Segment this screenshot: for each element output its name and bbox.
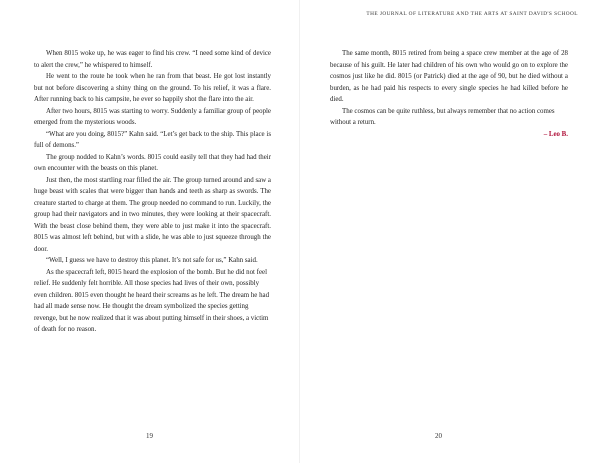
paragraph: The same month, 8015 retired from being a space crew member at the age of 28 because of his guilt. He later had children of his own who would go on to explore the cosmos just like he did. 8015 (or Patrick) died at the age of 90, but he died without a burden, as he had paid his respects to every single species he had killed before he died. xyxy=(330,50,568,103)
paragraph: Just then, the most startling roar filled the air. The group turned around and saw a huge beast with scales that were bigger than hands and teeth as sharp as swords. The creature started to charge at them. The group needed no command to run. Luckily, the group had their navigators and in two minutes, they were looking at their spacecraft. With the beast close behind them, they were able to just make it into the spacecraft. 8015 was almost left behind, but with a slide, he was able to just squeeze through the door. xyxy=(34,176,271,253)
running-header: THE JOURNAL OF LITERATURE AND THE ARTS AT SAINT DAVID'S SCHOOL xyxy=(366,11,578,17)
paragraph: The group nodded to Kahn’s words. 8015 could easily tell that they had had their own encounter with the beasts on this planet. xyxy=(34,153,271,172)
paragraph: “Well, I guess we have to destroy this planet. It’s not safe for us,” Kahn said. xyxy=(46,257,258,264)
paragraph: When 8015 woke up, he was eager to find his crew. “I need some kind of device to alert the crew,” he whispered to himself. xyxy=(34,50,271,69)
paragraph: He went to the route he took when he ran from that beast. He got lost instantly but not before discovering a shiny thing on the ground. To his relief, it was a flare. After running back to his campsite, he ever so happily shot the flare into the air. xyxy=(34,73,271,103)
page-number-right: 20 xyxy=(435,432,442,440)
right-page-text xyxy=(330,48,568,140)
paragraph: The cosmos can be quite ruthless, but always remember that no action comes without a return. xyxy=(330,107,555,126)
author-signature: – Leo B. xyxy=(543,130,568,138)
paragraph: As the spacecraft left, 8015 heard the explosion of the bomb. But he did not feel relief. He suddenly felt horrible. All those species had lives of their own, possibly even children. 8015 even thought he heard their screams as he left. The dream he had had all made sense now. He thought the dream symbolized the species getting revenge, but he now realized that it was about putting himself in their shoes, a victim of death for no reason. xyxy=(34,268,270,333)
right-page xyxy=(300,0,600,463)
left-page-text xyxy=(34,48,271,336)
page-number-left: 19 xyxy=(146,432,153,440)
paragraph: After two hours, 8015 was starting to worry. Suddenly a familiar group of people emerged from the mysterious woods. xyxy=(34,107,271,126)
paragraph: “What are you doing, 8015?” Kahn said. “Let’s get back to the ship. This place is full of demons.” xyxy=(34,130,271,149)
